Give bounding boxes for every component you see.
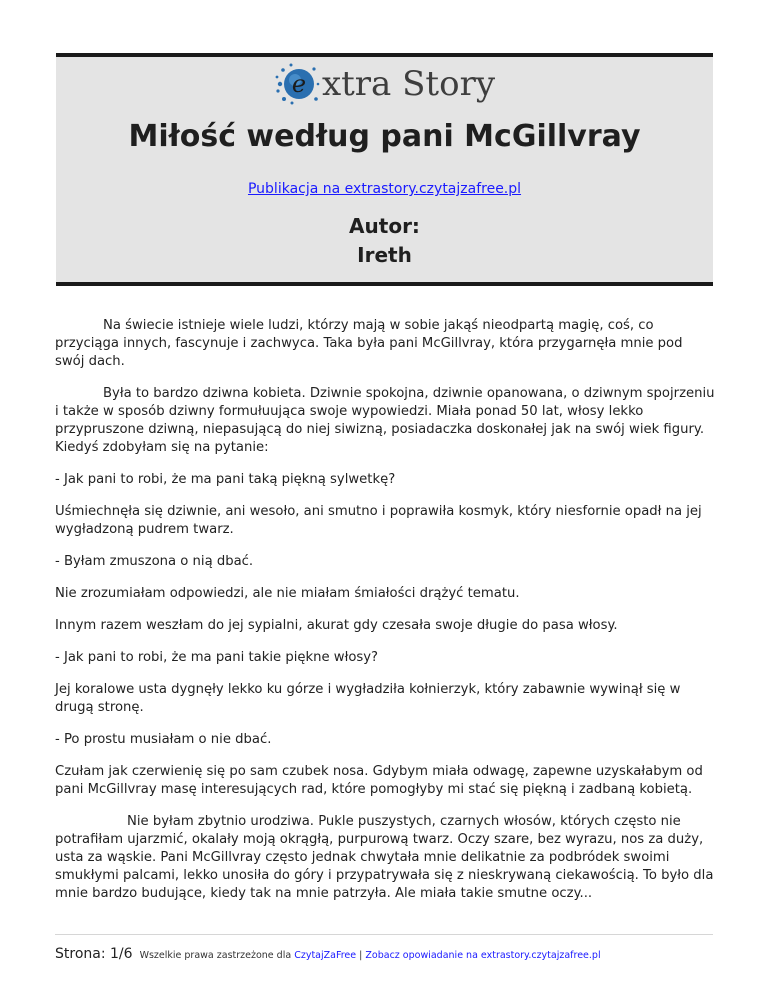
paragraph: Nie byłam zbytnio urodziwa. Pukle puszystych, czarnych włosów, których często nie potrafiłam ujarzmić, okalały moją okrągłą, purpurową twarz. Oczy szare, bez wyrazu, nos za duży, usta za wąskie. Pani McGillvray często jednak chwytała mnie delikatnie za podbródek swoimi smukłymi palcami, lekko unosiła do góry i przypatrywała się z nieskrywaną ciekawością. To było dla mnie bardzo budujące, kiedy tak na mnie patrzyła. Ale miała takie smutne oczy... — [55, 814, 714, 901]
document-header — [56, 53, 713, 286]
publication-link[interactable]: Publikacja na extrastory.czytajzafree.pl — [247, 181, 522, 197]
author-name: Ireth — [357, 243, 412, 267]
story-body — [55, 317, 715, 917]
logo-text: xtra Story — [321, 64, 496, 104]
paragraph: - Jak pani to robi, że ma pani taką piękną sylwetkę? — [55, 472, 396, 487]
page-number: Strona: 1/6 — [55, 946, 133, 962]
paragraph: Czułam jak czerwienię się po sam czubek nosa. Gdybym miała odwagę, zapewne uzyskałabym od pani McGillvray masę interesujących rad, które pomogłyby mi stać się piękną i zadbaną kobietą. — [55, 764, 703, 797]
paragraph: Uśmiechnęła się dziwnie, ani wesoło, ani smutno i poprawiła kosmyk, który niesfornie opadł na jej wygładzoną pudrem twarz. — [55, 504, 702, 537]
footer-divider — [55, 934, 713, 935]
rights-text: Wszelkie prawa zastrzeżone dla — [139, 950, 292, 961]
paragraph: Była to bardzo dziwna kobieta. Dziwnie spokojna, dziwnie opanowana, o dziwnym spojrzeniu i także w sposób dziwny formułuująca swoje wypowiedzi. Miała ponad 50 lat, włosy lekko przypruszone dziwną, niepasującą do niej siwizną, posiadaczka doskonałej jak na swój wiek figury. Kiedyś zdobyłam się na pytanie: — [55, 386, 715, 455]
author-label: Autor: — [349, 214, 420, 238]
page-footer — [55, 946, 601, 962]
paragraph: Na świecie istnieje wiele ludzi, którzy mają w sobie jakąś nieodpartą magię, coś, co przyciąga innych, fascynuje i zachwyca. Taka była pani McGillvray, która przygarnęła mnie pod swój dach. — [55, 318, 683, 369]
paragraph: Nie zrozumiałam odpowiedzi, ale nie miałam śmiałości drążyć tematu. — [55, 586, 520, 601]
paragraph: Innym razem weszłam do jej sypialni, akurat gdy czesała swoje długie do pasa włosy. — [55, 618, 618, 633]
paragraph: - Jak pani to robi, że ma pani takie piękne włosy? — [55, 650, 379, 665]
paragraph: Jej koralowe usta dygnęły lekko ku górze i wygładziła kołnierzyk, który zabawnie wywinął się w drugą stronę. — [55, 682, 681, 715]
footer-separator: | — [359, 950, 363, 961]
svg-text:e: e — [291, 70, 307, 98]
publication-link-row — [56, 181, 713, 197]
story-link[interactable]: Zobacz opowiadanie na extrastory.czytajzafree.pl — [365, 950, 601, 961]
paragraph: - Po prostu musiałam o nie dbać. — [55, 732, 272, 747]
extra-story-logo[interactable] — [56, 61, 713, 107]
paragraph: - Byłam zmuszona o nią dbać. — [55, 554, 254, 569]
e-splash-logo-icon — [274, 61, 320, 107]
document-title: Miłość według pani McGillvray — [128, 119, 641, 154]
czytajzafree-link[interactable]: CzytajZaFree — [294, 950, 357, 961]
